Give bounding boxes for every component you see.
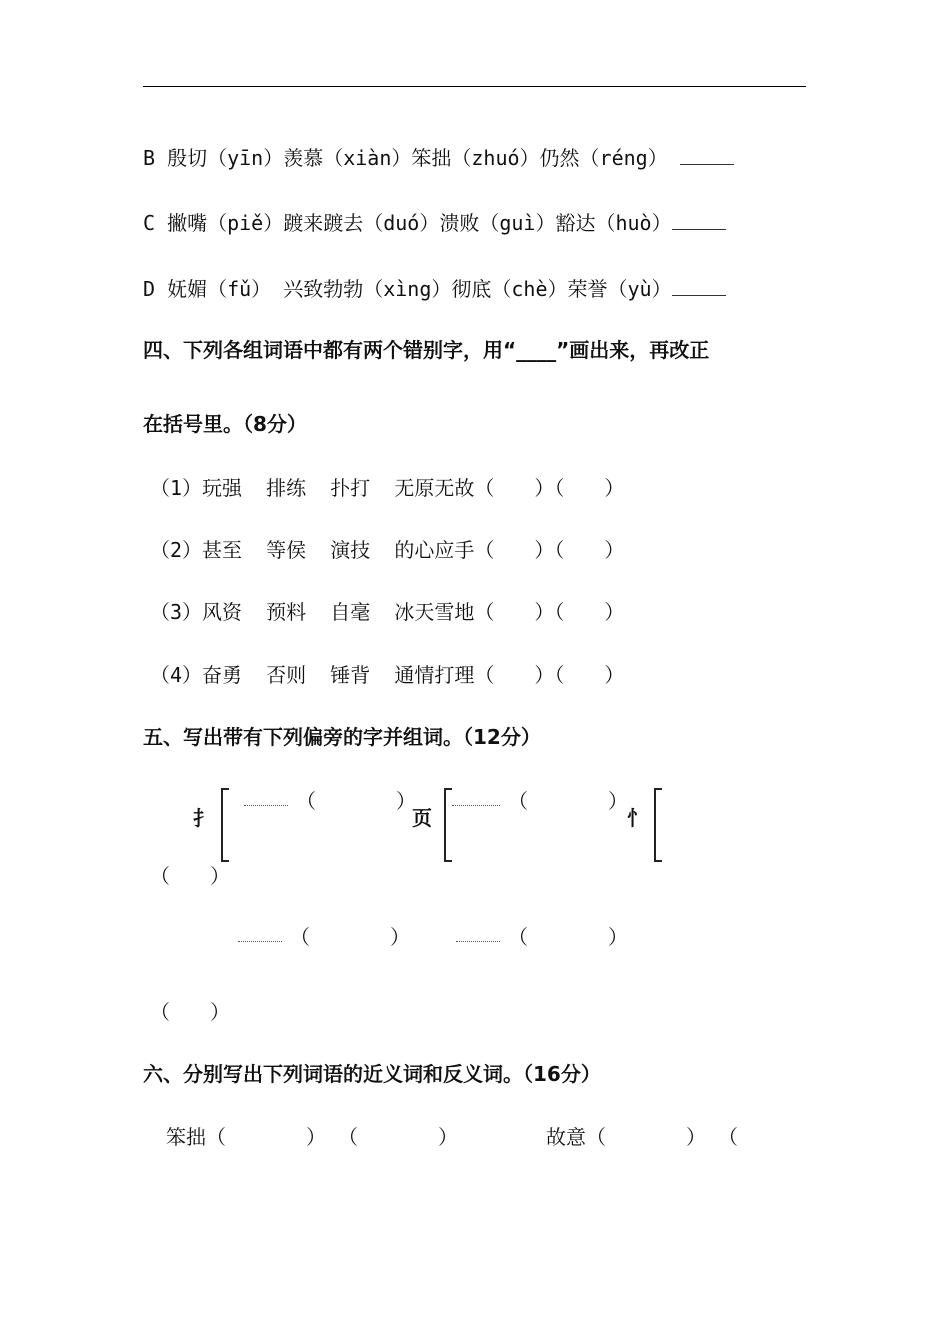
- bracket: [221, 788, 229, 862]
- option-b: B 殷切（yīn）羡慕（xiàn）笨拙（zhuó）仍然（réng）: [143, 142, 734, 171]
- answer-blank[interactable]: [456, 941, 500, 942]
- item-4: （4）奋勇 否则 锤背 通情打理（ ）（ ）: [150, 663, 625, 687]
- paren: （ ）: [508, 789, 628, 813]
- radical-head: 页: [412, 806, 432, 830]
- option-c: C 撇嘴（piě）踱来踱去（duó）溃败（guì）豁达（huò）: [143, 207, 726, 236]
- paren: （ ）: [150, 864, 230, 888]
- top-rule: [143, 86, 806, 87]
- bracket: [654, 788, 662, 862]
- answer-blank[interactable]: [244, 805, 288, 806]
- word-clumsy: 笨拙（ ） （ ）: [166, 1125, 459, 1149]
- answer-blank[interactable]: [452, 805, 500, 806]
- section4-heading: 四、下列各组词语中都有两个错别字，用“____”画出来，再改正: [143, 338, 710, 362]
- section6-heading: 六、分别写出下列词语的近义词和反义词。（16分）: [143, 1062, 601, 1086]
- item-3: （3）风资 预料 自毫 冰天雪地（ ）（ ）: [150, 600, 625, 624]
- paren: （ ）: [296, 789, 416, 813]
- answer-blank[interactable]: [238, 941, 282, 942]
- word-deliberate: 故意（ ） （: [546, 1125, 739, 1149]
- option-d: D 妩媚（fǔ） 兴致勃勃（xìng）彻底（chè）荣誉（yù）: [143, 273, 726, 302]
- section5-heading: 五、写出带有下列偏旁的字并组词。（12分）: [143, 725, 541, 749]
- paren: （ ）: [150, 1000, 230, 1024]
- radical-hand: 扌: [193, 806, 213, 830]
- answer-blank[interactable]: [672, 279, 726, 296]
- bracket: [444, 788, 452, 862]
- answer-blank[interactable]: [672, 213, 726, 230]
- paren: （ ）: [290, 925, 410, 949]
- paren: （ ）: [508, 925, 628, 949]
- item-2: （2）甚至 等侯 演技 的心应手（ ）（ ）: [150, 538, 625, 562]
- radical-heart: 忄: [627, 806, 647, 830]
- section4-heading-cont: 在括号里。（8分）: [143, 412, 307, 436]
- item-1: （1）玩强 排练 扑打 无原无故（ ）（ ）: [150, 476, 625, 500]
- answer-blank[interactable]: [680, 148, 734, 165]
